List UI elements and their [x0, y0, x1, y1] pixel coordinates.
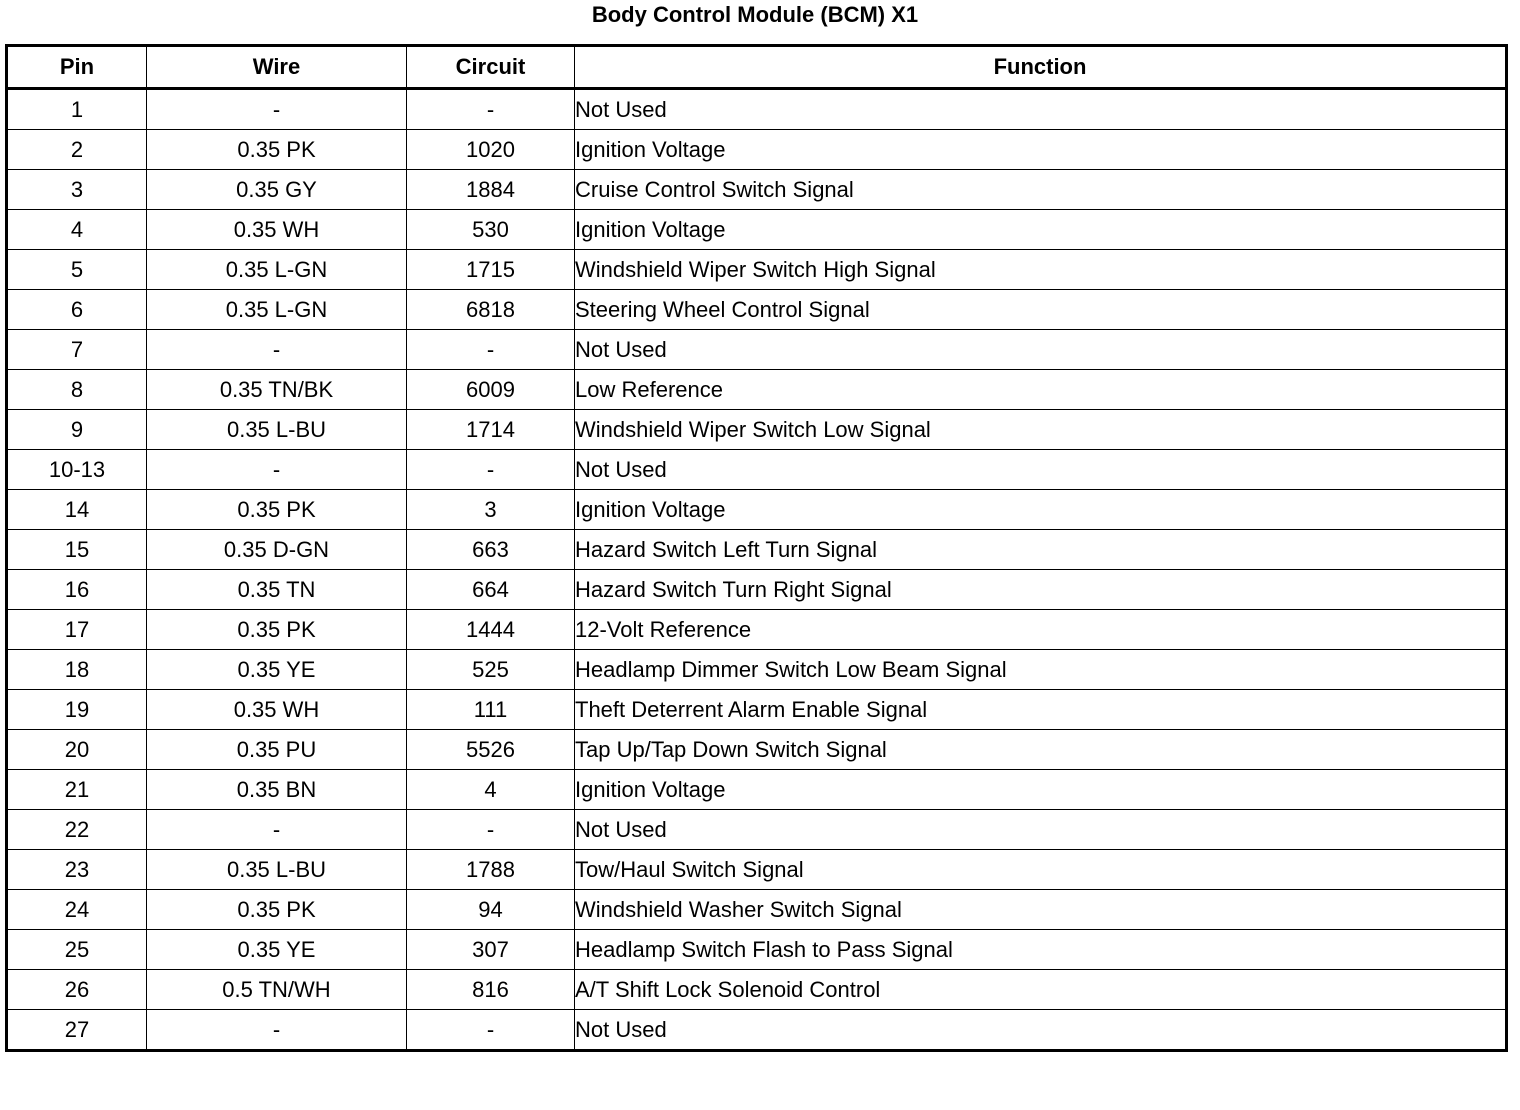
cell-circuit: 111	[407, 690, 575, 730]
cell-wire: -	[147, 1010, 407, 1051]
cell-circuit: 3	[407, 490, 575, 530]
cell-circuit: 1444	[407, 610, 575, 650]
cell-wire: 0.35 L-BU	[147, 850, 407, 890]
cell-pin: 5	[7, 250, 147, 290]
cell-wire: -	[147, 330, 407, 370]
table-row	[7, 1010, 1507, 1051]
table-row	[7, 570, 1507, 610]
table-row	[7, 770, 1507, 810]
cell-circuit: -	[407, 89, 575, 130]
table-row	[7, 530, 1507, 570]
table-row	[7, 410, 1507, 450]
cell-function: Hazard Switch Turn Right Signal	[575, 570, 1507, 610]
cell-wire: 0.35 D-GN	[147, 530, 407, 570]
cell-pin: 18	[7, 650, 147, 690]
cell-pin: 8	[7, 370, 147, 410]
cell-circuit: 1884	[407, 170, 575, 210]
cell-wire: -	[147, 810, 407, 850]
cell-circuit: 530	[407, 210, 575, 250]
cell-wire: 0.35 PU	[147, 730, 407, 770]
cell-function: Windshield Wiper Switch High Signal	[575, 250, 1507, 290]
cell-circuit: 525	[407, 650, 575, 690]
cell-wire: 0.35 WH	[147, 690, 407, 730]
table-row	[7, 130, 1507, 170]
cell-circuit: 664	[407, 570, 575, 610]
cell-pin: 3	[7, 170, 147, 210]
cell-wire: 0.35 GY	[147, 170, 407, 210]
cell-circuit: 6009	[407, 370, 575, 410]
connector-pinout-table	[5, 44, 1508, 1052]
cell-wire: -	[147, 89, 407, 130]
page-title: Body Control Module (BCM) X1	[591, 2, 919, 27]
cell-circuit: 816	[407, 970, 575, 1010]
table-row	[7, 210, 1507, 250]
cell-pin: 22	[7, 810, 147, 850]
cell-function: Not Used	[575, 89, 1507, 130]
cell-function: Not Used	[575, 810, 1507, 850]
table-row	[7, 890, 1507, 930]
cell-function: Theft Deterrent Alarm Enable Signal	[575, 690, 1507, 730]
cell-pin: 1	[7, 89, 147, 130]
cell-pin: 27	[7, 1010, 147, 1051]
cell-pin: 25	[7, 930, 147, 970]
column-header-circuit: Circuit	[407, 46, 575, 89]
cell-pin: 7	[7, 330, 147, 370]
cell-circuit: 94	[407, 890, 575, 930]
cell-function: Low Reference	[575, 370, 1507, 410]
cell-function: Not Used	[575, 330, 1507, 370]
cell-function: Cruise Control Switch Signal	[575, 170, 1507, 210]
cell-wire: 0.35 YE	[147, 650, 407, 690]
cell-function: Hazard Switch Left Turn Signal	[575, 530, 1507, 570]
cell-function: Ignition Voltage	[575, 130, 1507, 170]
cell-pin: 15	[7, 530, 147, 570]
cell-pin: 2	[7, 130, 147, 170]
table-row	[7, 89, 1507, 130]
cell-wire: 0.35 L-GN	[147, 290, 407, 330]
cell-wire: 0.35 PK	[147, 130, 407, 170]
table-row	[7, 450, 1507, 490]
cell-circuit: -	[407, 450, 575, 490]
cell-circuit: 5526	[407, 730, 575, 770]
cell-function: Tap Up/Tap Down Switch Signal	[575, 730, 1507, 770]
column-header-function: Function	[575, 46, 1507, 89]
cell-pin: 23	[7, 850, 147, 890]
table-row	[7, 330, 1507, 370]
cell-circuit: 4	[407, 770, 575, 810]
cell-pin: 6	[7, 290, 147, 330]
table-row	[7, 690, 1507, 730]
cell-wire: 0.35 BN	[147, 770, 407, 810]
cell-pin: 21	[7, 770, 147, 810]
cell-circuit: 6818	[407, 290, 575, 330]
cell-circuit: -	[407, 810, 575, 850]
cell-function: Windshield Wiper Switch Low Signal	[575, 410, 1507, 450]
cell-pin: 16	[7, 570, 147, 610]
cell-function: A/T Shift Lock Solenoid Control	[575, 970, 1507, 1010]
cell-circuit: 307	[407, 930, 575, 970]
cell-wire: 0.35 PK	[147, 890, 407, 930]
table-body	[7, 89, 1507, 1051]
header-row	[7, 46, 1507, 89]
cell-function: Headlamp Dimmer Switch Low Beam Signal	[575, 650, 1507, 690]
table-row	[7, 730, 1507, 770]
cell-pin: 10-13	[7, 450, 147, 490]
cell-circuit: 1788	[407, 850, 575, 890]
cell-pin: 9	[7, 410, 147, 450]
cell-wire: 0.35 PK	[147, 610, 407, 650]
cell-pin: 20	[7, 730, 147, 770]
cell-function: Not Used	[575, 1010, 1507, 1051]
cell-function: Ignition Voltage	[575, 770, 1507, 810]
cell-circuit: 1715	[407, 250, 575, 290]
cell-pin: 19	[7, 690, 147, 730]
column-header-pin: Pin	[7, 46, 147, 89]
cell-pin: 17	[7, 610, 147, 650]
table-row	[7, 850, 1507, 890]
cell-function: Ignition Voltage	[575, 210, 1507, 250]
table-row	[7, 490, 1507, 530]
table-header	[7, 46, 1507, 89]
cell-function: Tow/Haul Switch Signal	[575, 850, 1507, 890]
cell-wire: 0.35 TN	[147, 570, 407, 610]
table-row	[7, 970, 1507, 1010]
cell-function: Ignition Voltage	[575, 490, 1507, 530]
cell-wire: 0.5 TN/WH	[147, 970, 407, 1010]
cell-wire: 0.35 WH	[147, 210, 407, 250]
cell-circuit: 1020	[407, 130, 575, 170]
table-row	[7, 250, 1507, 290]
cell-wire: 0.35 YE	[147, 930, 407, 970]
cell-wire: 0.35 TN/BK	[147, 370, 407, 410]
cell-wire: -	[147, 450, 407, 490]
cell-function: Headlamp Switch Flash to Pass Signal	[575, 930, 1507, 970]
cell-function: 12-Volt Reference	[575, 610, 1507, 650]
cell-function: Steering Wheel Control Signal	[575, 290, 1507, 330]
cell-pin: 26	[7, 970, 147, 1010]
cell-circuit: 663	[407, 530, 575, 570]
cell-function: Not Used	[575, 450, 1507, 490]
cell-circuit: -	[407, 1010, 575, 1051]
cell-circuit: -	[407, 330, 575, 370]
table-row	[7, 810, 1507, 850]
cell-function: Windshield Washer Switch Signal	[575, 890, 1507, 930]
cell-pin: 4	[7, 210, 147, 250]
cell-pin: 14	[7, 490, 147, 530]
table-row	[7, 370, 1507, 410]
cell-pin: 24	[7, 890, 147, 930]
table-row	[7, 610, 1507, 650]
table-row	[7, 930, 1507, 970]
cell-wire: 0.35 L-BU	[147, 410, 407, 450]
cell-wire: 0.35 PK	[147, 490, 407, 530]
table-row	[7, 290, 1507, 330]
column-header-wire: Wire	[147, 46, 407, 89]
cell-wire: 0.35 L-GN	[147, 250, 407, 290]
table-row	[7, 170, 1507, 210]
table-row	[7, 650, 1507, 690]
cell-circuit: 1714	[407, 410, 575, 450]
